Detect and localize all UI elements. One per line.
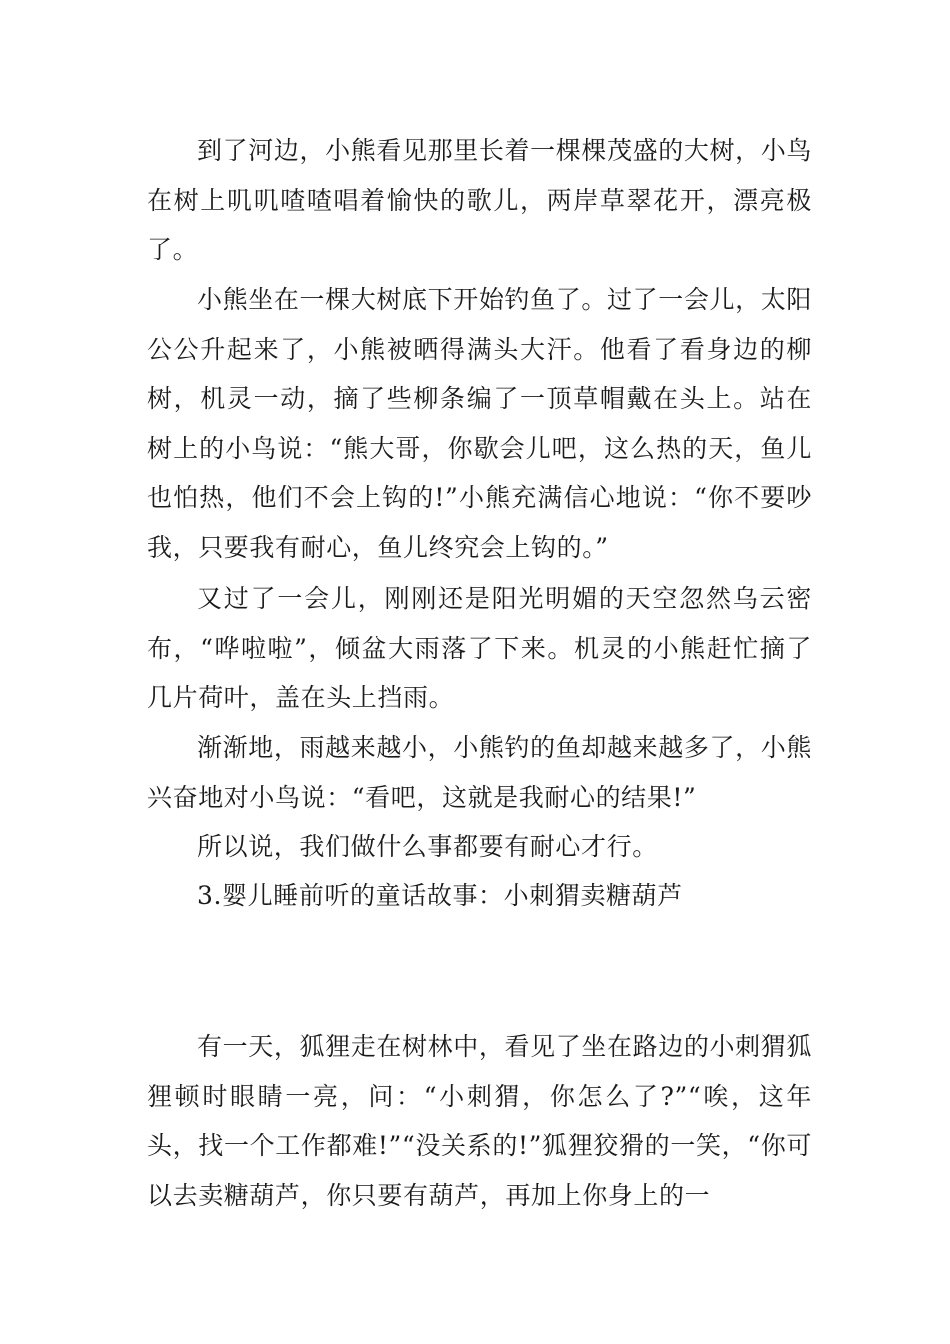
paragraph-rain: 又过了一会儿，刚刚还是阳光明媚的天空忽然乌云密布，“哗啦啦”，倾盆大雨落了下来。机灵的小熊赶忙摘了几片荷叶，盖在头上挡雨。 (147, 584, 812, 712)
paragraph-fishing-under-tree: 小熊坐在一棵大树底下开始钓鱼了。过了一会儿，太阳公公升起来了，小熊被晒得满头大汗。他看了看身边的柳树，机灵一动，摘了些柳条编了一顶草帽戴在头上。站在树上的小鸟说：“熊大哥，你歇会儿吧，这么热的天，鱼儿也怕热，他们不会上钩的!”小熊充满信心地说：“你不要吵我，只要我有耐心，鱼儿终究会上钩的。” (147, 285, 812, 562)
paragraph-result: 渐渐地，雨越来越小，小熊钓的鱼却越来越多了，小熊兴奋地对小鸟说：“看吧，这就是我耐心的结果!” (147, 733, 812, 812)
paragraph-river-bank: 到了河边，小熊看见那里长着一棵棵茂盛的大树，小鸟在树上叽叽喳喳唱着愉快的歌儿，两岸草翠花开，漂亮极了。 (147, 136, 812, 264)
section-heading: 3.婴儿睡前听的童话故事：小刺猬卖糖葫芦 (197, 881, 683, 910)
paragraph-moral: 所以说，我们做什么事都要有耐心才行。 (197, 832, 658, 861)
paragraph-fox-and-hedgehog: 有一天，狐狸走在树林中，看见了坐在路边的小刺猬狐狸顿时眼睛一亮，问：“小刺猬，你怎么了?”“唉，这年头，找一个工作都难!”“没关系的!”狐狸狡猾的一笑，“你可以去卖糖葫芦，你只要有葫芦，再加上你身上的一 (147, 1032, 812, 1210)
